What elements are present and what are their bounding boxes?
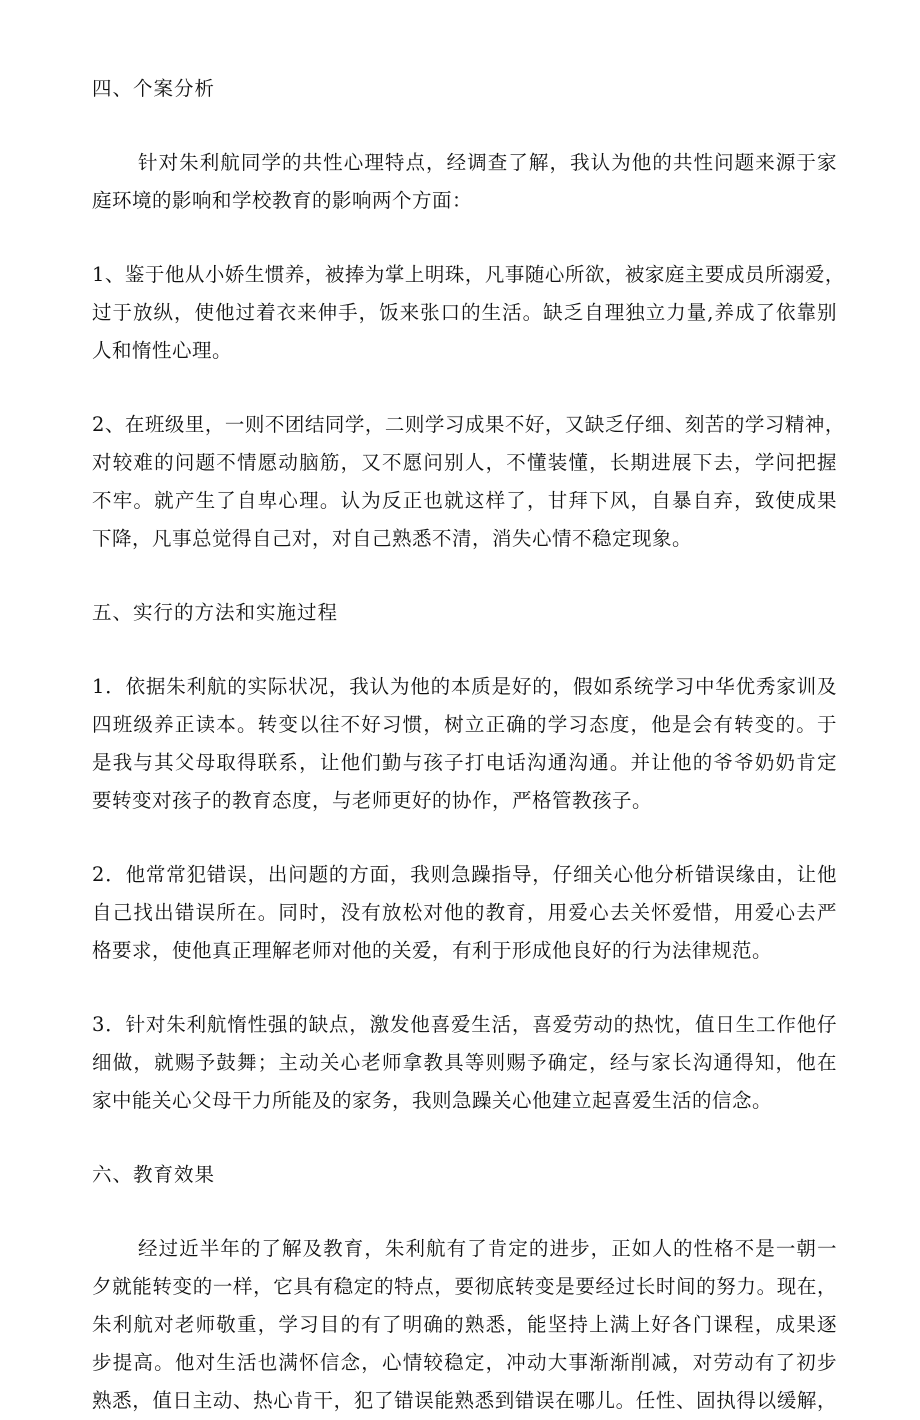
- paragraph-intro: [92, 144, 837, 220]
- heading-text: 四、个案分析: [92, 77, 216, 100]
- heading-text: 五、实行的方法和实施过程: [92, 601, 339, 624]
- text-line: 经过近半年的了解及教育，朱利航有了肯定的进步，正如人的性格不是一朝一: [138, 1237, 837, 1260]
- text-line: 自己找出错误所在。同时，没有放松对他的教育，用爱心去关怀爱惜，用爱心去严: [92, 901, 837, 924]
- paragraph-point-1: [92, 256, 845, 370]
- text-line: 家中能关心父母干力所能及的家务，我则急躁关心他建立起喜爱生活的信念。: [92, 1089, 773, 1112]
- text-line: 庭环境的影响和学校教育的影响两个方面：: [92, 189, 473, 212]
- section-heading-case-analysis: [92, 70, 837, 108]
- text-line: 朱利航对老师敬重，学习目的有了明确的熟悉，能坚持上满上好各门课程，成果逐: [92, 1313, 837, 1336]
- text-line: 熟悉，值日主动、热心肯干，犯了错误能熟悉到错误在哪儿。任性、固执得以缓解，: [92, 1389, 837, 1412]
- text-line: 对较难的问题不情愿动脑筋，又不愿问别人，不懂装懂，长期进展下去，学问把握: [92, 451, 837, 474]
- section-heading-results: [92, 1156, 837, 1194]
- text-line: 细做，就赐予鼓舞；主动关心老师拿教具等则赐予确定，经与家长沟通得知，他在: [92, 1051, 837, 1074]
- text-line: 不牢。就产生了自卑心理。认为反正也就这样了，甘拜下风，自暴自弃，致使成果: [92, 489, 837, 512]
- paragraph-method-1: [92, 668, 837, 820]
- text-line: 下降，凡事总觉得自己对，对自己熟悉不清，消失心情不稳定现象。: [92, 527, 693, 550]
- text-line: 四班级养正读本。转变以往不好习惯，树立正确的学习态度，他是会有转变的。于: [92, 713, 837, 736]
- text-line: 过于放纵，使他过着衣来伸手，饭来张口的生活。缺乏自理独立力量,养成了依靠别: [92, 301, 837, 324]
- paragraph-results: [92, 1230, 837, 1420]
- paragraph-method-2: [92, 856, 837, 970]
- text-line: 要转变对孩子的教育态度，与老师更好的协作，严格管教孩子。: [92, 789, 653, 812]
- paragraph-method-3: [92, 1006, 837, 1120]
- heading-text: 六、教育效果: [92, 1163, 216, 1186]
- document-page: [92, 70, 845, 1420]
- text-line: 针对朱利航同学的共性心理特点，经调查了解，我认为他的共性问题来源于家: [138, 151, 837, 174]
- text-line: 3．针对朱利航惰性强的缺点，激发他喜爱生活，喜爱劳动的热忱，值日生工作他仔: [92, 1013, 837, 1036]
- paragraph-point-2: [92, 406, 845, 558]
- text-line: 格要求，使他真正理解老师对他的关爱，有利于形成他良好的行为法律规范。: [92, 939, 773, 962]
- text-line: 夕就能转变的一样，它具有稳定的特点，要彻底转变是要经过长时间的努力。现在，: [92, 1275, 837, 1298]
- text-line: 2．他常常犯错误，出问题的方面，我则急躁指导，仔细关心他分析错误缘由，让他: [92, 863, 837, 886]
- text-line: 1．依据朱利航的实际状况，我认为他的本质是好的，假如系统学习中华优秀家训及: [92, 675, 837, 698]
- section-heading-methods: [92, 594, 837, 632]
- text-line: 步提高。他对生活也满怀信念，心情较稳定，冲动大事渐渐削减，对劳动有了初步: [92, 1351, 837, 1374]
- text-line: 人和惰性心理。: [92, 339, 233, 362]
- text-line: 2、在班级里，一则不团结同学，二则学习成果不好，又缺乏仔细、刻苦的学习精神，: [92, 413, 845, 436]
- text-line: 是我与其父母取得联系，让他们勤与孩子打电话沟通沟通。并让他的爷爷奶奶肯定: [92, 751, 837, 774]
- text-line: 1、鉴于他从小娇生惯养，被捧为掌上明珠，凡事随心所欲，被家庭主要成员所溺爱，: [92, 263, 845, 286]
